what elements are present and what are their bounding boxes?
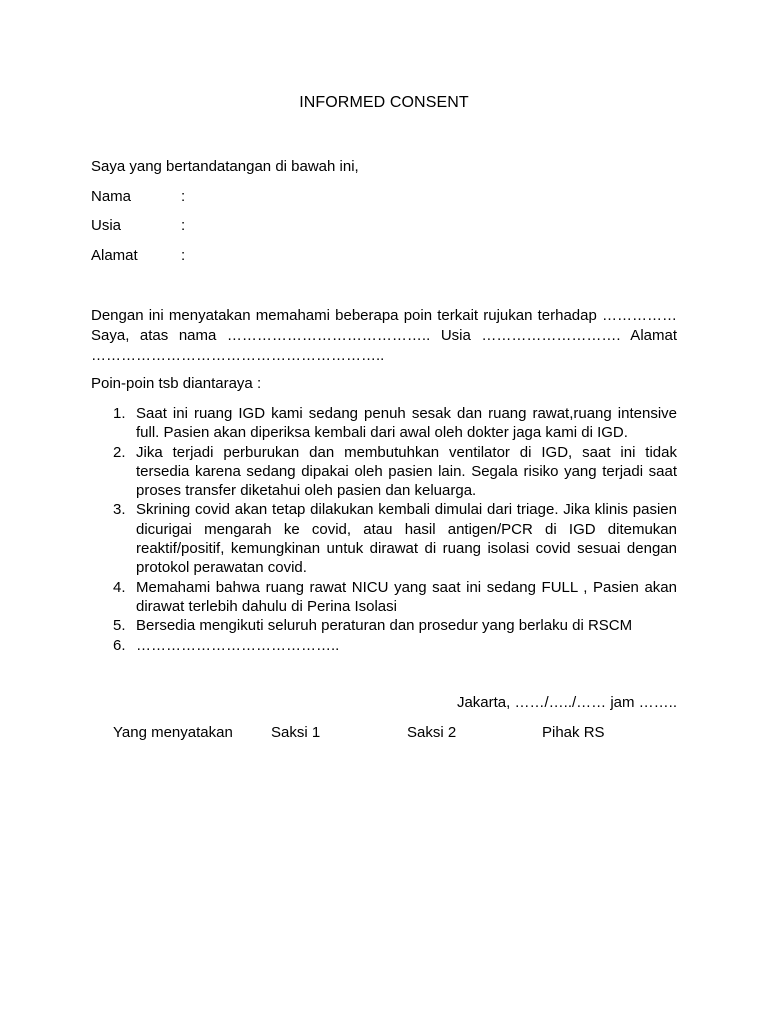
list-item-number: 5. [113,617,126,635]
list-item [91,443,677,501]
list-item [91,616,677,635]
list-item-number: 4. [113,578,126,596]
list-item-text: Skrining covid akan tetap dilakukan kembali dimulai dari triage. Jika klinis pasien dicurigai mengarah ke covid, atau hasil antigen/PCR di IGD ditemukan reaktif/positif, kemungkinan untuk dirawat di ruang isolasi covid sesuai dengan protokol perawatan covid. [136,501,677,577]
field-label-alamat: Alamat [91,247,138,264]
points-list [91,404,677,655]
signature-label-declarant: Yang menyatakan [113,724,233,741]
signature-row [0,724,768,744]
field-usia [91,217,185,234]
statement-line: Saya, atas nama ………………………………….. Usia ………………………. Alamat [91,327,677,344]
field-separator: : [181,217,186,234]
place-date-line: Jakarta, ……/…../…… jam …….. [456,694,677,711]
list-item [91,500,677,577]
statement-line: Dengan ini menyatakan memahami beberapa poin terkait rujukan terhadap …………… [91,307,677,324]
list-item-text: Bersedia mengikuti seluruh peraturan dan prosedur yang berlaku di RSCM [136,617,633,635]
field-label-usia: Usia [91,217,122,234]
statement-line: ………………………………………………….. [91,347,385,364]
field-nama [91,188,185,205]
field-label-nama: Nama [91,188,132,205]
list-item-text: ………………………………….. [136,636,340,654]
statement-paragraph [91,306,677,366]
list-item-text: Memahami bahwa ruang rawat NICU yang saat ini sedang FULL , Pasien akan dirawat terlebih dahulu di Perina Isolasi [136,578,677,615]
list-item-text: Saat ini ruang IGD kami sedang penuh sesak dan ruang rawat,ruang intensive full. Pasien akan diperiksa kembali dari awal oleh dokter jaga kami di IGD. [136,405,677,442]
list-item-number: 2. [113,443,126,461]
signature-label-witness-2: Saksi 2 [407,724,457,741]
list-item-number: 1. [113,405,126,422]
signature-label-witness-1: Saksi 1 [271,724,321,741]
document-title: INFORMED CONSENT [299,94,469,111]
field-separator: : [181,188,186,205]
points-heading: Poin-poin tsb diantaraya : [91,375,262,392]
field-alamat [91,247,185,264]
list-item-number: 3. [113,501,126,519]
list-item-text: Jika terjadi perburukan dan membutuhkan ventilator di IGD, saat ini tidak tersedia karena sedang dipakai oleh pasien lain. Segala risiko yang terjadi saat proses transfer diketahui oleh pasien dan keluarga. [136,443,677,500]
list-item-number: 6. [113,636,126,654]
list-item [91,578,677,617]
list-item [91,404,677,443]
field-separator: : [181,247,186,264]
list-item [91,636,677,655]
signature-label-hospital: Pihak RS [542,724,605,741]
intro-text: Saya yang bertandatangan di bawah ini, [91,158,359,175]
